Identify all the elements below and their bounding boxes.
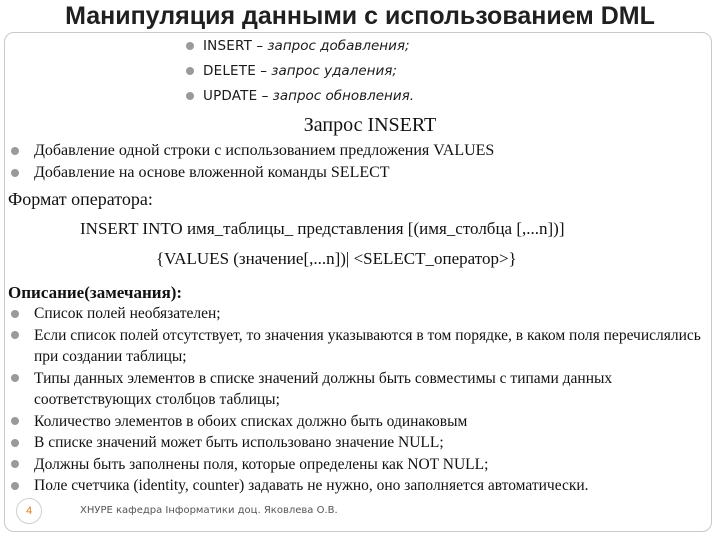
list-item-text: Количество элементов в обоих списках должно быть одинаковым	[34, 412, 468, 430]
command-keyword: DELETE	[203, 63, 256, 79]
syntax-line-2: {VALUES (значение[,...n])| <SELECT_оператор>}	[156, 249, 517, 268]
bullet-icon	[11, 374, 19, 382]
format-label: Формат оператора:	[8, 189, 153, 209]
section-heading: Запрос INSERT	[303, 114, 437, 136]
list-item-text: Должны быть заполнены поля, которые определены как NOT NULL;	[34, 455, 489, 473]
list-item	[8, 325, 708, 368]
list-item	[186, 61, 414, 86]
list-item	[8, 163, 494, 185]
list-item	[8, 303, 708, 325]
bullet-icon	[11, 331, 19, 339]
list-item-text: Добавление одной строки с использованием предложения VALUES	[34, 142, 495, 159]
bullet-icon	[11, 147, 19, 155]
insert-methods-list	[8, 141, 494, 185]
bullet-icon	[11, 482, 19, 490]
dml-command-list	[186, 36, 414, 111]
list-item-text: В списке значений может быть использовано значение NULL;	[34, 434, 444, 451]
command-description: – запрос обновления.	[257, 88, 415, 104]
list-item	[8, 141, 494, 163]
list-item	[186, 86, 414, 111]
remarks-heading: Описание(замечания):	[8, 283, 183, 302]
list-item	[8, 411, 708, 433]
bullet-icon	[11, 417, 19, 425]
slide-title: Манипуляция данными с использованием DML	[65, 2, 655, 30]
command-description: – запрос удаления;	[255, 63, 397, 79]
list-item-text: Добавление на основе вложенной команды SELECT	[34, 164, 390, 181]
list-item-text: Поле счетчика (identity, counter) задавать не нужно, оно заполняется автоматически.	[34, 477, 589, 494]
command-keyword: INSERT	[203, 38, 253, 54]
list-item	[8, 432, 708, 454]
command-keyword: UPDATE	[203, 88, 258, 104]
list-item	[186, 36, 414, 61]
list-item-text: Если список полей отсутствует, то значения указываются в том порядке, в каком поля перечислялись при создании таблицы;	[34, 326, 701, 365]
list-item-text: Список полей необязателен;	[34, 305, 221, 322]
bullet-icon	[186, 67, 194, 75]
list-item-text: Типы данных элементов в списке значений должны быть совместимы с типами данных соответствующих столбцов таблицы;	[34, 369, 613, 408]
bullet-icon	[11, 310, 19, 318]
list-item	[8, 368, 708, 411]
remarks-list	[8, 303, 708, 497]
bullet-icon	[11, 439, 19, 447]
syntax-line-1: INSERT INTO имя_таблицы_ представления [(имя_столбца [,...n])]	[80, 219, 565, 238]
bullet-icon	[186, 92, 194, 100]
list-item	[8, 475, 708, 497]
footer-text: ХНУРЕ кафедра Інформатики доц. Яковлева О.В.	[80, 505, 338, 516]
bullet-icon	[11, 460, 19, 468]
command-description: – запрос добавления;	[252, 38, 410, 54]
bullet-icon	[11, 169, 19, 177]
list-item	[8, 454, 708, 476]
page-number: 4	[16, 498, 42, 524]
bullet-icon	[186, 42, 194, 50]
